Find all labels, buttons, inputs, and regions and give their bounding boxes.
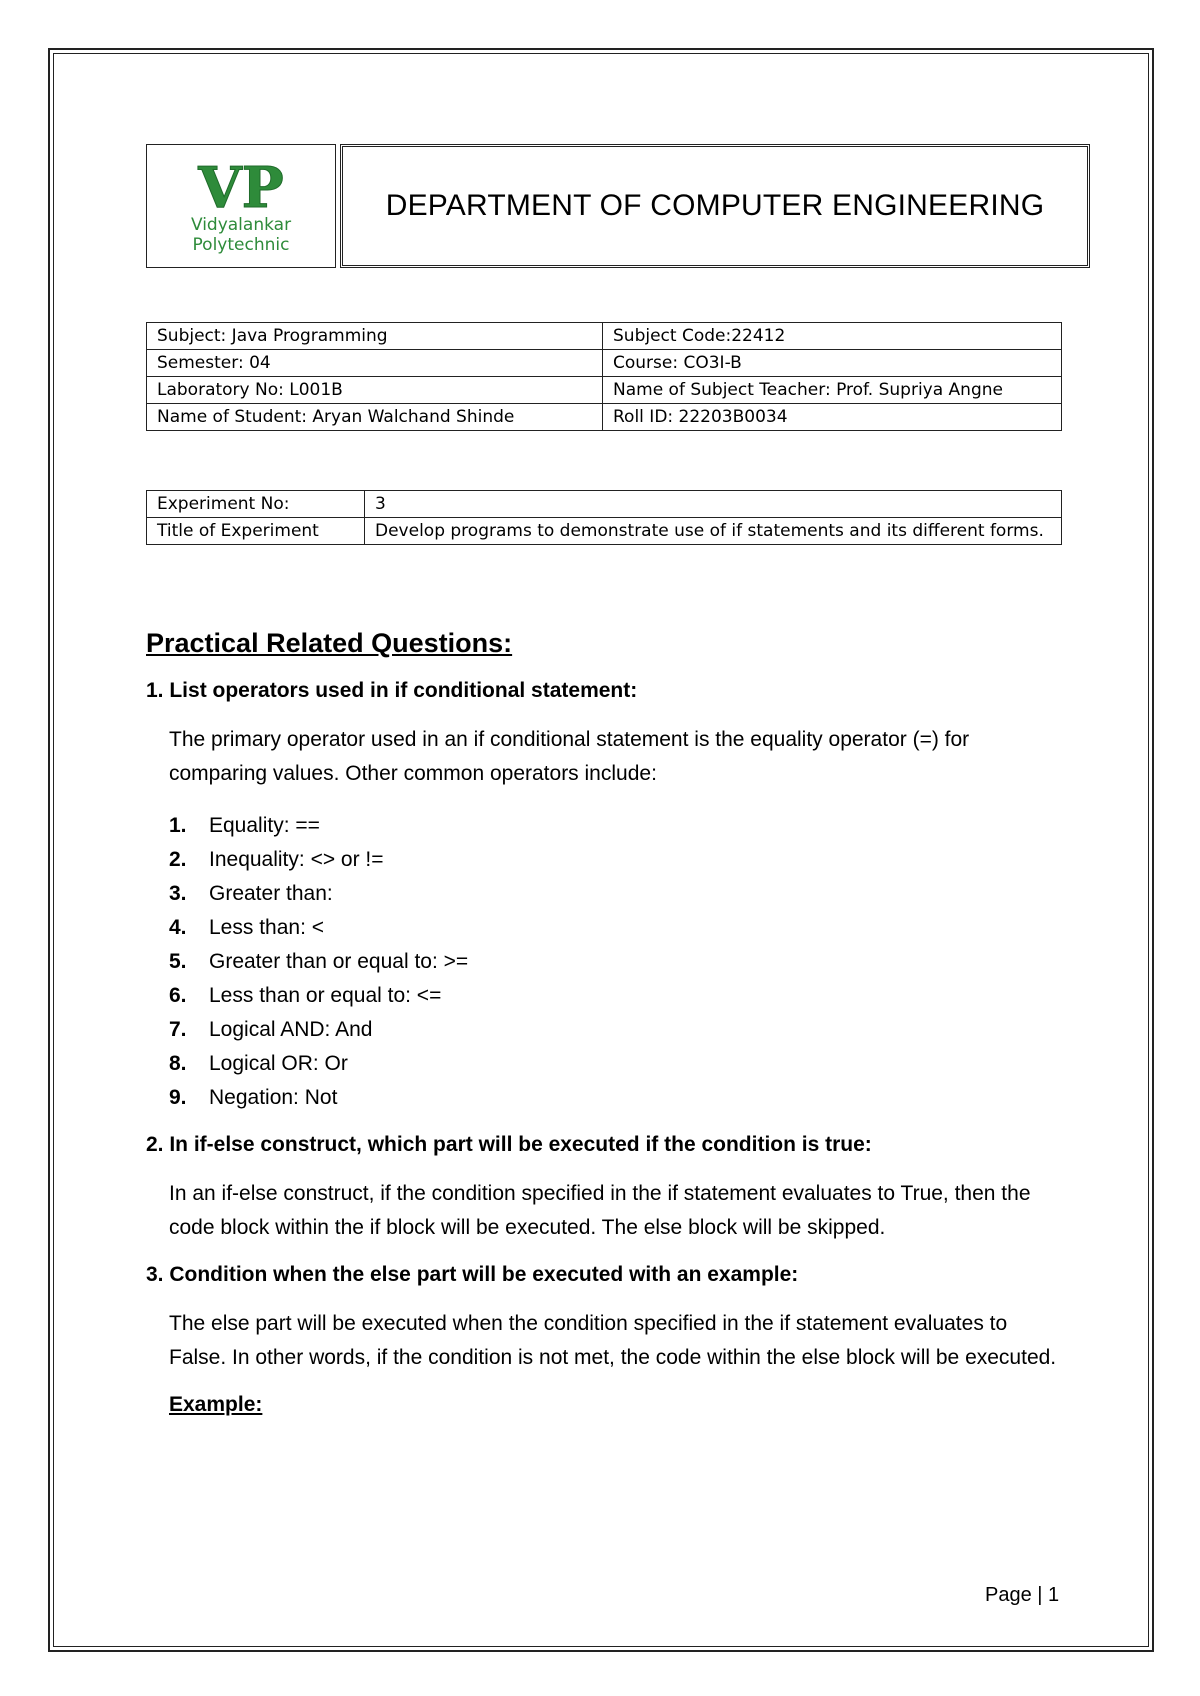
logo-line2: Polytechnic (192, 235, 290, 255)
main-content (146, 628, 1066, 1417)
list-number: 4. (169, 916, 187, 939)
logo-initials: VP (198, 157, 284, 215)
list-number: 2. (169, 848, 187, 871)
list-number: 9. (169, 1086, 187, 1109)
experiment-title-label: Title of Experiment (147, 518, 365, 545)
table-row (147, 404, 1062, 431)
teacher-cell: Name of Subject Teacher: Prof. Supriya Angne (603, 377, 1062, 404)
list-text: Less than or equal to: <= (209, 984, 442, 1007)
roll-id-cell: Roll ID: 22203B0034 (603, 404, 1062, 431)
table-row (147, 377, 1062, 404)
answer-1: The primary operator used in an if conditional statement is the equality operator (=) for comparing values. Other common operators include: (169, 728, 970, 785)
list-item (169, 809, 1066, 843)
student-info-table (146, 322, 1062, 431)
table-row (147, 491, 1062, 518)
list-text: Logical OR: Or (209, 1052, 348, 1075)
vp-logo-icon (189, 157, 293, 215)
table-row (147, 350, 1062, 377)
table-row (147, 518, 1062, 545)
list-item (169, 1047, 1066, 1081)
answer-2: In an if-else construct, if the condition specified in the if statement evaluates to True, then the code block within the if block will be executed. The else block will be skipped. (169, 1182, 1031, 1239)
semester-cell: Semester: 04 (147, 350, 603, 377)
list-text: Logical AND: And (209, 1018, 373, 1041)
list-item (169, 877, 1066, 911)
experiment-title-value: Develop programs to demonstrate use of if statements and its different forms. (365, 518, 1062, 545)
list-number: 5. (169, 950, 187, 973)
list-item (169, 979, 1066, 1013)
question-3: 3. Condition when the else part will be executed with an example: (146, 1263, 799, 1286)
logo-line1: Vidyalankar (190, 215, 292, 235)
list-text: Greater than: (209, 882, 333, 905)
page-number: Page | 1 (985, 1584, 1060, 1606)
question-2: 2. In if-else construct, which part will be executed if the condition is true: (146, 1133, 872, 1156)
subject-code-cell: Subject Code:22412 (603, 323, 1062, 350)
list-number: 3. (169, 882, 187, 905)
list-text: Negation: Not (209, 1086, 338, 1109)
list-text: Equality: == (209, 814, 320, 837)
department-title-box (340, 144, 1090, 268)
department-title: DEPARTMENT OF COMPUTER ENGINEERING (385, 189, 1045, 222)
list-text: Less than: < (209, 916, 324, 939)
experiment-table (146, 490, 1062, 545)
list-item (169, 945, 1066, 979)
lab-no-cell: Laboratory No: L001B (147, 377, 603, 404)
document-header (146, 144, 1090, 268)
example-label: Example: (169, 1393, 263, 1416)
table-row (147, 323, 1062, 350)
list-item (169, 843, 1066, 877)
list-item (169, 911, 1066, 945)
list-item (169, 1013, 1066, 1047)
list-number: 1. (169, 814, 187, 837)
list-number: 6. (169, 984, 187, 1007)
experiment-no-label: Experiment No: (147, 491, 365, 518)
institute-logo (146, 144, 336, 268)
list-number: 8. (169, 1052, 187, 1075)
list-text: Inequality: <> or != (209, 848, 384, 871)
list-number: 7. (169, 1018, 187, 1041)
operators-list (146, 809, 1066, 1115)
experiment-no-value: 3 (365, 491, 1062, 518)
section-title: Practical Related Questions: (146, 628, 513, 658)
list-text: Greater than or equal to: >= (209, 950, 469, 973)
question-1: 1. List operators used in if conditional statement: (146, 679, 638, 702)
course-cell: Course: CO3I-B (603, 350, 1062, 377)
student-name-cell: Name of Student: Aryan Walchand Shinde (147, 404, 603, 431)
answer-3: The else part will be executed when the condition specified in the if statement evaluates to False. In other words, if the condition is not met, the code within the else block will be executed. (169, 1312, 1057, 1369)
subject-cell: Subject: Java Programming (147, 323, 603, 350)
list-item (169, 1081, 1066, 1115)
